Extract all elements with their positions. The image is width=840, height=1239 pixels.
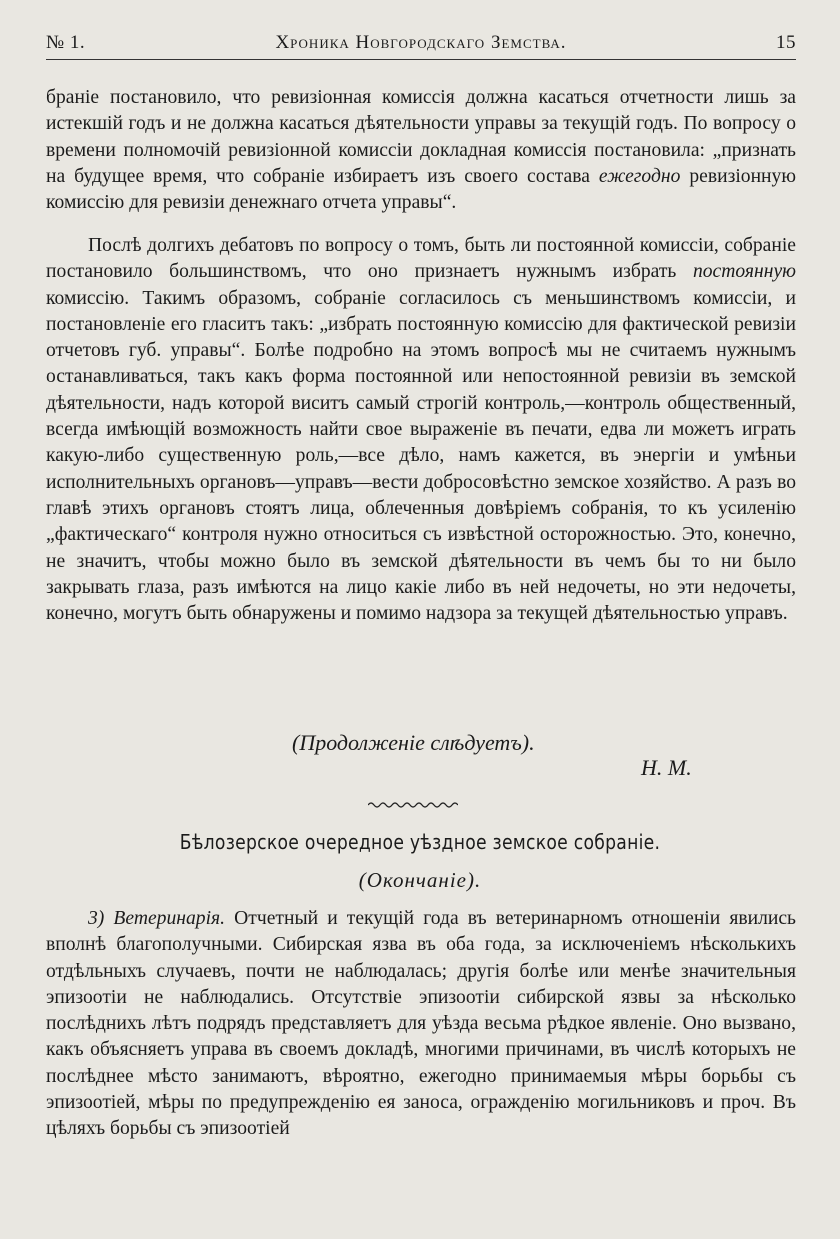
paragraph-2-end: комиссію. Такимъ образомъ, собраніе согласилось съ меньшинствомъ комиссіи, и постановленіе его гласитъ такъ: „избрать постоянную комиссію для фактической ревизіи отчетовъ губ. управы“. Болѣе подробно на этомъ вопросѣ мы не считаемъ нужнымъ останавливаться, такъ какъ форма постоянной или непостоянной ревизіи въ земской дѣятельности, надъ которой виситъ самый строгій контроль,—контроль общественный, всегда имѣющій возможность найти свое выраженіе въ печати, едва ли можетъ играть какую-либо существенную роль,—все дѣло, намъ кажется, въ энергіи и умѣньи исполнительныхъ органовъ—управъ—вести добросовѣстно земское хозяйство. А разъ во главѣ этихъ органовъ стоятъ лица, облеченныя довѣріемъ собранія, то къ усиленію „фактическаго“ контроля нужно относиться съ извѣстной осторожностью. Это, конечно, не значитъ, чтобы можно было въ земской дѣятельности въ чемъ бы то ни было закрывать глаза, разъ имѣются на лицо какіе либо въ ней недочеты, но эти недочеты, конечно, могутъ быть обнаружены и помимо надзора за текущей дѣятельностью управъ. bbox=[46, 287, 796, 625]
paragraph-3 bbox=[46, 906, 796, 1143]
section-title: Бѣлозерское очередное уѣздное земское собраніе. bbox=[179, 830, 661, 854]
section-subtitle: (Окончаніе). bbox=[358, 868, 482, 892]
page-number: 15 bbox=[776, 32, 796, 53]
continued-note: (Продолженіе слѣдуетъ). bbox=[292, 730, 535, 755]
header-rule bbox=[46, 59, 796, 60]
paragraph-2-text: Послѣ долгихъ дебатовъ по вопросу о томъ, быть ли постоянной комиссіи, собраніе постановило большинствомъ, что оно признаетъ нужнымъ избрать bbox=[46, 235, 796, 283]
author-initials: Н. М. bbox=[641, 755, 692, 780]
paragraph-1-emphasis: ежегодно bbox=[598, 165, 681, 187]
paragraph-1 bbox=[46, 85, 796, 216]
paragraph-1-text: браніе постановило, что ревизіонная комиссія должна касаться отчетности лишь за истекшій годъ и не должна касаться дѣятельности управы за текущій годъ. По вопросу о времени полномочій ревизіонной комиссіи докладная комиссія постановила: „признать на будущее время, что собраніе избираетъ изъ своего состава bbox=[46, 87, 796, 187]
divider-flourish-icon bbox=[368, 800, 458, 810]
paragraph-3-heading: 3) Ветеринарія. bbox=[88, 908, 226, 929]
page-header bbox=[46, 30, 796, 60]
paragraph-2 bbox=[46, 233, 796, 627]
journal-title: Хроника Новгородскаго Земства. bbox=[275, 32, 567, 53]
paragraph-1-end: ревизіонную комиссію для ревизіи денежнаго отчета управы“. bbox=[46, 165, 796, 214]
issue-number: № 1. bbox=[46, 32, 86, 53]
paragraph-2-emphasis: постоянную bbox=[692, 261, 796, 283]
paragraph-3-text: Отчетный и текущій года въ ветеринарномъ отношеніи явились вполнѣ благополучными. Сибирская язва въ оба года, за исключеніемъ нѣсколькихъ отдѣльныхъ случаевъ, почти не наблюдалась; другія болѣе или менѣе значительныя эпизоотіи не наблюдались. Отсутствіе эпизоотіи сибирской язвы за нѣсколько послѣднихъ лѣтъ подрядъ представляетъ для уѣзда весьма рѣдкое явленіе. Оно вызвано, какъ объясняетъ управа въ своемъ докладѣ, многими причинами, въ числѣ которыхъ не послѣднее мѣсто занимаютъ, вѣроятно, ежегодно принимаемыя мѣры борьбы съ эпизоотіей, мѣры по предупрежденію ея заноса, огражденію могильниковъ и проч. Въ цѣляхъ борьбы съ эпизоотіей bbox=[46, 908, 796, 1140]
